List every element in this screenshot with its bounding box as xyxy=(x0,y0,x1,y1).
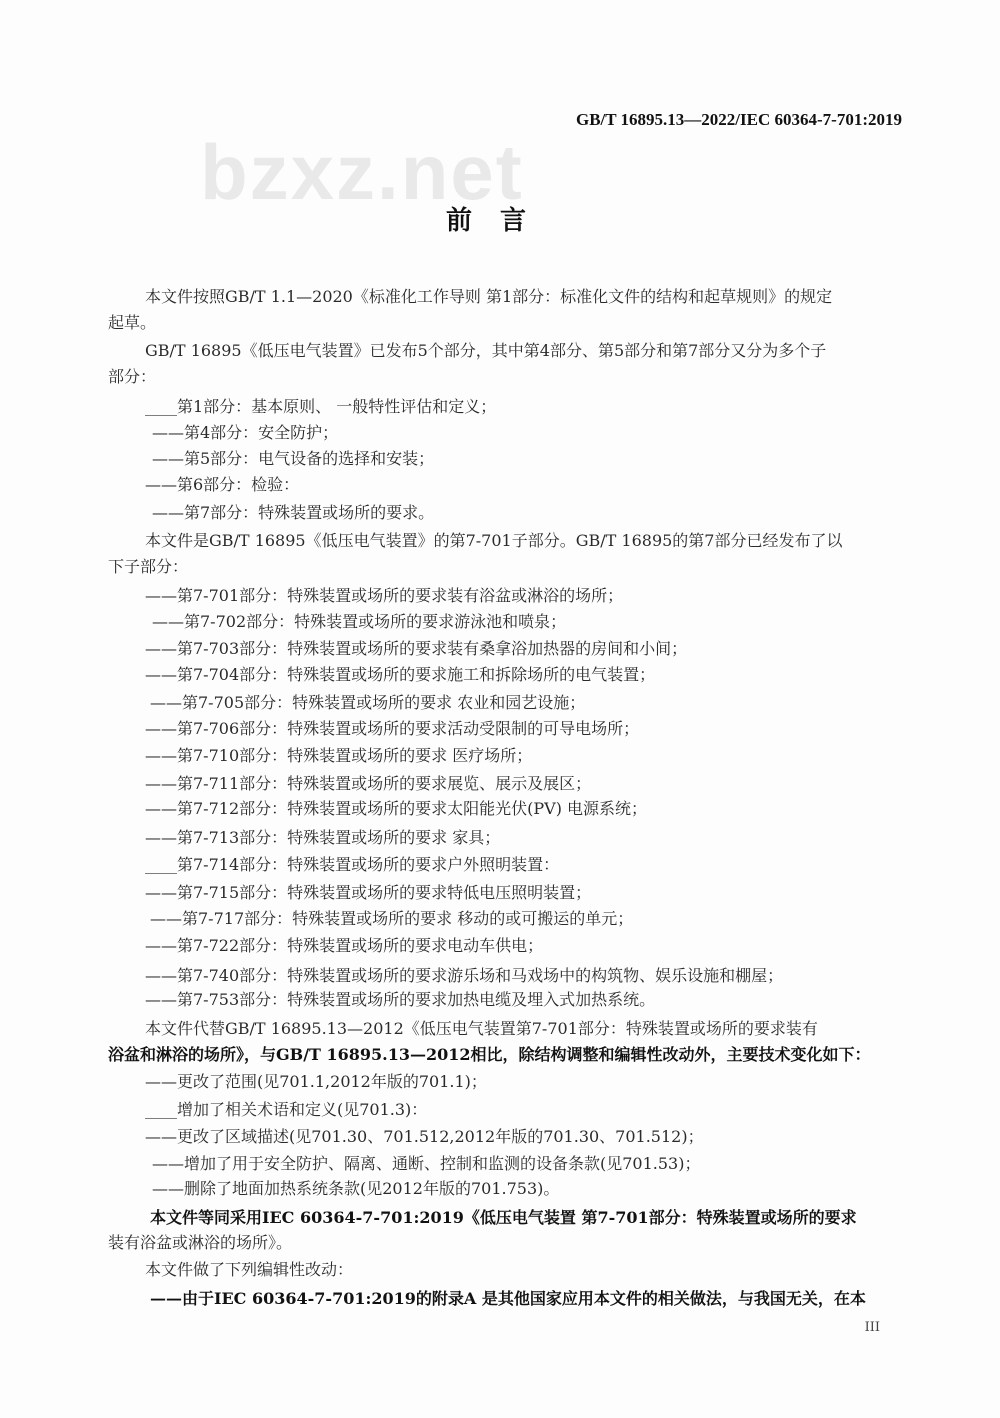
text-line: ____第1部分：基本原则、 一般特性评估和定义； xyxy=(145,397,497,416)
text-line: ——由于IEC 60364-7-701:2019的附录A 是其他国家应用本文件的相关做法，与我国无关，在本 xyxy=(150,1289,866,1308)
text-line: ——删除了地面加热系统条款(见2012年版的701.753)。 xyxy=(152,1179,560,1198)
text-line: ____增加了相关术语和定义(见701.3)： xyxy=(145,1100,428,1119)
text-line: 下子部分： xyxy=(108,557,189,576)
text-line: ——第4部分：安全防护； xyxy=(152,423,339,442)
text-line: 本文件是GB/T 16895《低压电气装置》的第7-701子部分。GB/T 16895的第7部分已经发布了以 xyxy=(145,531,843,550)
text-line: 部分： xyxy=(108,367,157,386)
text-line: ——第7-701部分：特殊装置或场所的要求装有浴盆或淋浴的场所； xyxy=(145,586,624,605)
text-line: 起草。 xyxy=(108,313,157,332)
text-line: ——第7-715部分：特殊装置或场所的要求特低电压照明装置； xyxy=(145,883,592,902)
text-line: ——第7-704部分：特殊装置或场所的要求施工和拆除场所的电气装置； xyxy=(145,665,656,684)
text-line: 本文件代替GB/T 16895.13—2012《低压电气装置第7-701部分：特殊装置或场所的要求装有 xyxy=(145,1019,818,1038)
text-line: ——第7-713部分：特殊装置或场所的要求 家具； xyxy=(145,828,501,847)
text-line: 本文件做了下列编辑性改动： xyxy=(145,1260,354,1279)
text-line: ——第7-706部分：特殊装置或场所的要求活动受限制的可导电场所； xyxy=(145,719,640,738)
text-line: ——第7-702部分：特殊装置或场所的要求游泳池和喷泉； xyxy=(152,612,567,631)
text-line: 装有浴盆或淋浴的场所》。 xyxy=(108,1233,293,1252)
text-line: ——第7-705部分：特殊装置或场所的要求 农业和园艺设施； xyxy=(150,693,586,712)
page-number: III xyxy=(864,1320,880,1335)
text-line: 本文件等同采用IEC 60364-7-701:2019《低压电气装置 第7-701部分：特殊装置或场所的要求 xyxy=(150,1208,857,1227)
text-line: ——更改了区域描述(见701.30、701.512,2012年版的701.30、701.512)； xyxy=(145,1127,704,1146)
text-line: ——第7-703部分：特殊装置或场所的要求装有桑拿浴加热器的房间和小间； xyxy=(145,639,688,658)
text-line: ——第7-717部分：特殊装置或场所的要求 移动的或可搬运的单元； xyxy=(150,909,634,928)
text-line: GB/T 16895《低压电气装置》已发布5个部分，其中第4部分、第5部分和第7部分又分为多个子 xyxy=(145,341,827,360)
text-line: ——更改了范围(见701.1,2012年版的701.1)； xyxy=(145,1072,487,1091)
text-line: ——第6部分：检验： xyxy=(145,475,300,494)
text-line: ——第7部分：特殊装置或场所的要求。 xyxy=(152,503,435,522)
page-title: 前言 xyxy=(445,206,554,236)
text-line: ——增加了用于安全防护、隔离、通断、控制和监测的设备条款(见701.53)； xyxy=(152,1154,701,1173)
text-line: ——第7-740部分：特殊装置或场所的要求游乐场和马戏场中的构筑物、娱乐设施和棚屋； xyxy=(145,966,784,985)
text-line: ——第7-753部分：特殊装置或场所的要求加热电缆及埋入式加热系统。 xyxy=(145,990,656,1009)
text-line: 本文件按照GB/T 1.1—2020《标准化工作导则 第1部分：标准化文件的结构和起草规则》的规定 xyxy=(145,287,833,306)
text-line: ——第7-711部分：特殊装置或场所的要求展览、展示及展区； xyxy=(145,774,592,793)
text-line: ——第5部分：电气设备的选择和安装； xyxy=(152,449,435,468)
text-line: ——第7-712部分：特殊装置或场所的要求太阳能光伏(PV) 电源系统； xyxy=(145,799,648,818)
text-line: 浴盆和淋浴的场所》，与GB/T 16895.13—2012相比，除结构调整和编辑性改动外，主要技术变化如下： xyxy=(108,1045,871,1064)
text-line: ——第7-710部分：特殊装置或场所的要求 医疗场所； xyxy=(145,746,533,765)
watermark: bzxz.net xyxy=(200,128,524,216)
text-line: ____第7-714部分：特殊装置或场所的要求户外照明装置： xyxy=(145,855,560,874)
standard-number-header: GB/T 16895.13—2022/IEC 60364-7-701:2019 xyxy=(575,110,902,129)
text-line: ——第7-722部分：特殊装置或场所的要求电动车供电； xyxy=(145,936,544,955)
